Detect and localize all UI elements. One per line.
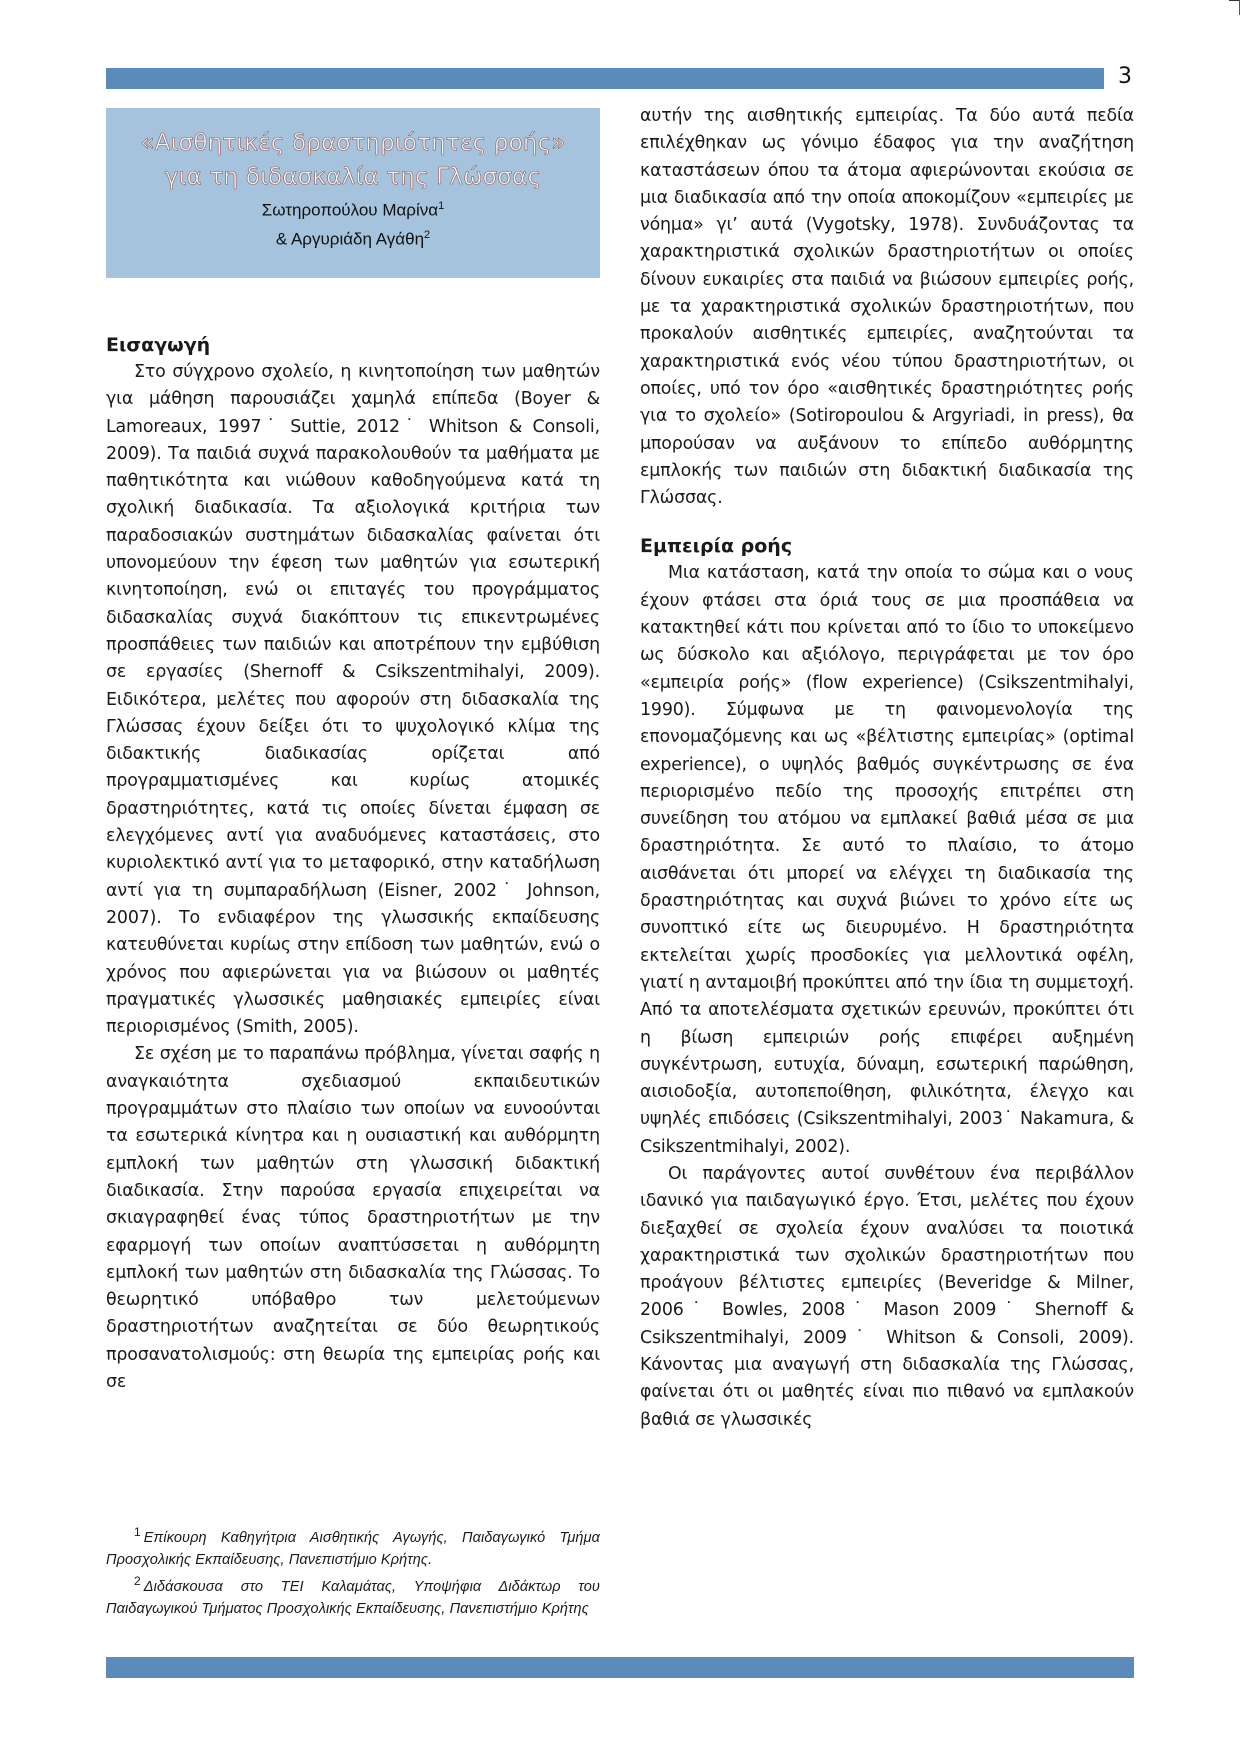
footnote-mark: 2 <box>134 1574 141 1589</box>
footnotes <box>106 1522 600 1620</box>
footnote-text: Διδάσκουσα στο ΤΕΙ Καλαμάτας, Υποψήφια Διδάκτωρ του Παιδαγωγικού Τμήματος Προσχολικής Εκπαίδευσης, Πανεπιστήμιο Κρήτης <box>106 1579 600 1617</box>
left-column <box>106 332 600 1396</box>
body-paragraph: Οι παράγοντες αυτοί συνθέτουν ένα περιβάλλον ιδανικό για παιδαγωγικό έργο. Έτσι, μελέτες που έχουν διεξαχθεί σε σχολεία έχουν αναλύσει τα ποιοτικά χαρακτηριστικά των σχολικών δραστηριοτήτων που προάγουν βέλτιστες εμπειρίες (Beveridge & Milner, 2006˙ Bowles, 2008˙ Mason 2009˙ Shernoff & Csikszentmihalyi, 2009˙ Whitson & Consoli, 2009). Κάνοντας μια αναγωγή στη διδασκαλία της Γλώσσας, φαίνεται ότι οι μαθητές είναι πιο πιθανό να εμπλακούν βαθιά σε γλωσσικές <box>640 1163 1134 1430</box>
author-1-footnote-ref[interactable]: 1 <box>438 200 445 212</box>
author-2 <box>106 223 600 252</box>
article-title-line-2: για τη διδασκαλία της Γλώσσας <box>164 164 542 190</box>
author-1 <box>106 194 600 223</box>
footnote-text: Επίκουρη Καθηγήτρια Αισθητικής Αγωγής, Παιδαγωγικό Τμήμα Προσχολικής Εκπαίδευσης, Πανεπιστήμιο Κρήτης. <box>106 1530 600 1568</box>
article-title-line-1: «Αισθητικές δραστηριότητες ροής» <box>140 130 566 156</box>
right-column <box>640 103 1134 1434</box>
author-2-footnote-ref[interactable]: 2 <box>424 228 431 241</box>
body-paragraph: Μια κατάσταση, κατά την οποία το σώμα και ο νους έχουν φτάσει στα όριά τους σε μια προσπάθεια να κατακτηθεί κάτι που κρίνεται από το ίδιο το υποκείμενο ως δύσκολο και αξιόλογο, περιγράφεται με τον όρο «εμπειρία ροής» (flow experience) (Csikszentmihalyi, 1990). Σύμφωνα με τη φαινομενολογία της επονομαζόμενης και ως «βέλτιστης εμπειρίας» (optimal experience), ο υψηλός βαθμός συγκέντρωσης σε ένα περιορισμένο πεδίο της προσοχής επιτρέπει στη συνείδηση του ατόμου να εμπλακεί βαθιά μέσα σε μια δραστηριότητα. Σε αυτό το πλαίσιο, το άτομο αισθάνεται ότι μπορεί να ελέγχει τη διαδικασία της δραστηριότητας και συχνά βιώνει το χρόνο είτε ως συνοπτικό είτε ως διευρυμένο. Η δραστηριότητα εκτελείται χωρίς προσδοκίες για μελλοντικά οφέλη, γιατί η ανταμοιβή προκύπτει από την ίδια τη συμμετοχή. Από τα αποτελέσματα σχετικών ερευνών, προκύπτει ότι η βίωση εμπειριών ροής επιφέρει αυξημένη συγκέντρωση, ευτυχία, δύναμη, εσωτερική παρώθηση, αισιοδοξία, αυτοπεποίθηση, φιλικότητα, έλεγχο και υψηλές επιδόσεις (Csikszentmihalyi, 2003˙ Nakamura, & Csikszentmihalyi, 2002). <box>640 563 1134 1157</box>
footer-bar <box>106 1657 1134 1678</box>
title-box <box>106 108 600 278</box>
body-paragraph: Σε σχέση με το παραπάνω πρόβλημα, γίνεται σαφής η αναγκαιότητα σχεδιασμού εκπαιδευτικών προγραμμάτων στο πλαίσιο των οποίων να ευνοούνται τα εσωτερικά κίνητρα και η ουσιαστική και αυθόρμητη εμπλοκή των μαθητών στη γλωσσική διδακτική διαδικασία. Στην παρούσα εργασία επιχειρείται να σκιαγραφηθεί ένας τύπος δραστηριοτήτων με την εφαρμογή των οποίων αναπτύσσεται η αυθόρμητη εμπλοκή των μαθητών στη διδασκαλία της Γλώσσας. Το θεωρητικό υπόβαθρο των μελετούμενων δραστηριοτήτων αναζητείται σε δύο θεωρητικούς προσανατολισμούς: στη θεωρία της εμπειρίας ροής και σε <box>106 1044 600 1392</box>
section-heading-introduction: Εισαγωγή <box>106 334 211 356</box>
footnote-mark: 1 <box>134 1525 141 1539</box>
body-paragraph: Στο σύγχρονο σχολείο, η κινητοποίηση των μαθητών για μάθηση παρουσιάζει χαμηλά επίπεδα (Boyer & Lamoreaux, 1997˙ Suttie, 2012˙ Whitson & Consoli, 2009). Τα παιδιά συχνά παρακολουθούν τα μαθήματα με παθητικότητα και νιώθουν καθοδηγούμενα κατά τη σχολική διαδικασία. Τα αξιολογικά κριτήρια των παραδοσιακών συστημάτων διδασκαλίας φαίνεται ότι υπονομεύουν την έφεση των μαθητών για εσωτερική κινητοποίηση, ενώ οι επιταγές του προγράμματος διδασκαλίας συχνά διακόπτουν τις επικεντρωμένες προσπάθειες των παιδιών και αποτρέπουν την εμβύθιση σε εργασίες (Shernoff & Csikszentmihalyi, 2009). Ειδικότερα, μελέτες που αφορούν στη διδασκαλία της Γλώσσας έχουν δείξει ότι το ψυχολογικό κλίμα της διδακτικής διαδικασίας ορίζεται από προγραμματισμένες και κυρίως ατομικές δραστηριότητες, κατά τις οποίες δίνεται έμφαση σε ελεγχόμενες αντί για αναδυόμενες καταστάσεις, στο κυριολεκτικό αντί για το μεταφορικό, στην καταδήλωση αντί για τη συμπαραδήλωση (Eisner, 2002˙ Johnson, 2007). Το ενδιαφέρον της γλωσσικής εκπαίδευσης κατευθύνεται κυρίως στην επίδοση των μαθητών, ενώ ο χρόνος που αφιερώνεται για να βιώσουν οι μαθητές πραγματικές γλωσσικές μαθησιακές εμπειρίες είναι περιορισμένος (Smith, 2005). <box>106 362 600 1038</box>
body-paragraph-continued: αυτήν της αισθητικής εμπειρίας. Τα δύο αυτά πεδία επιλέχθηκαν ως γόνιμο έδαφος για την αναζήτηση καταστάσεων όπου τα άτομα αφιερώνονται εκούσια σε μια διαδικασία από την οποία αποκομίζουν «εμπειρίες με νόημα» γι’ αυτά (Vygotsky, 1978). Συνδυάζοντας τα χαρακτηριστικά σχολικών δραστηριοτήτων οι οποίες δίνουν ευκαιρίες στα παιδιά να βιώσουν εμπειρίες ροής, με τα χαρακτηριστικά σχολικών δραστηριοτήτων, που προκαλούν αισθητικές εμπειρίες, αναζητούνται τα χαρακτηριστικά ενός νέου τύπου δραστηριοτήτων, οι οποίες, υπό τον όρο «αισθητικές δραστηριότητες ροής για το σχολείο» (Sotiropoulou & Argyriadi, in press), θα μπορούσαν να αυξάνουν το επίπεδο αυθόρμητης εμπλοκής των παιδιών στη διδακτική διαδικασία της Γλώσσας. <box>640 106 1134 509</box>
footnote-2 <box>106 1571 600 1620</box>
section-heading-flow-experience: Εμπειρία ροής <box>640 535 793 558</box>
page-number: 3 <box>1118 64 1132 89</box>
author-1-name: Σωτηροπούλου Μαρίνα <box>261 200 439 220</box>
crop-mark <box>1229 0 1240 15</box>
header-bar <box>106 68 1104 89</box>
footnote-1 <box>106 1522 600 1571</box>
author-2-name: & Αργυριάδη Αγάθη <box>275 229 425 249</box>
